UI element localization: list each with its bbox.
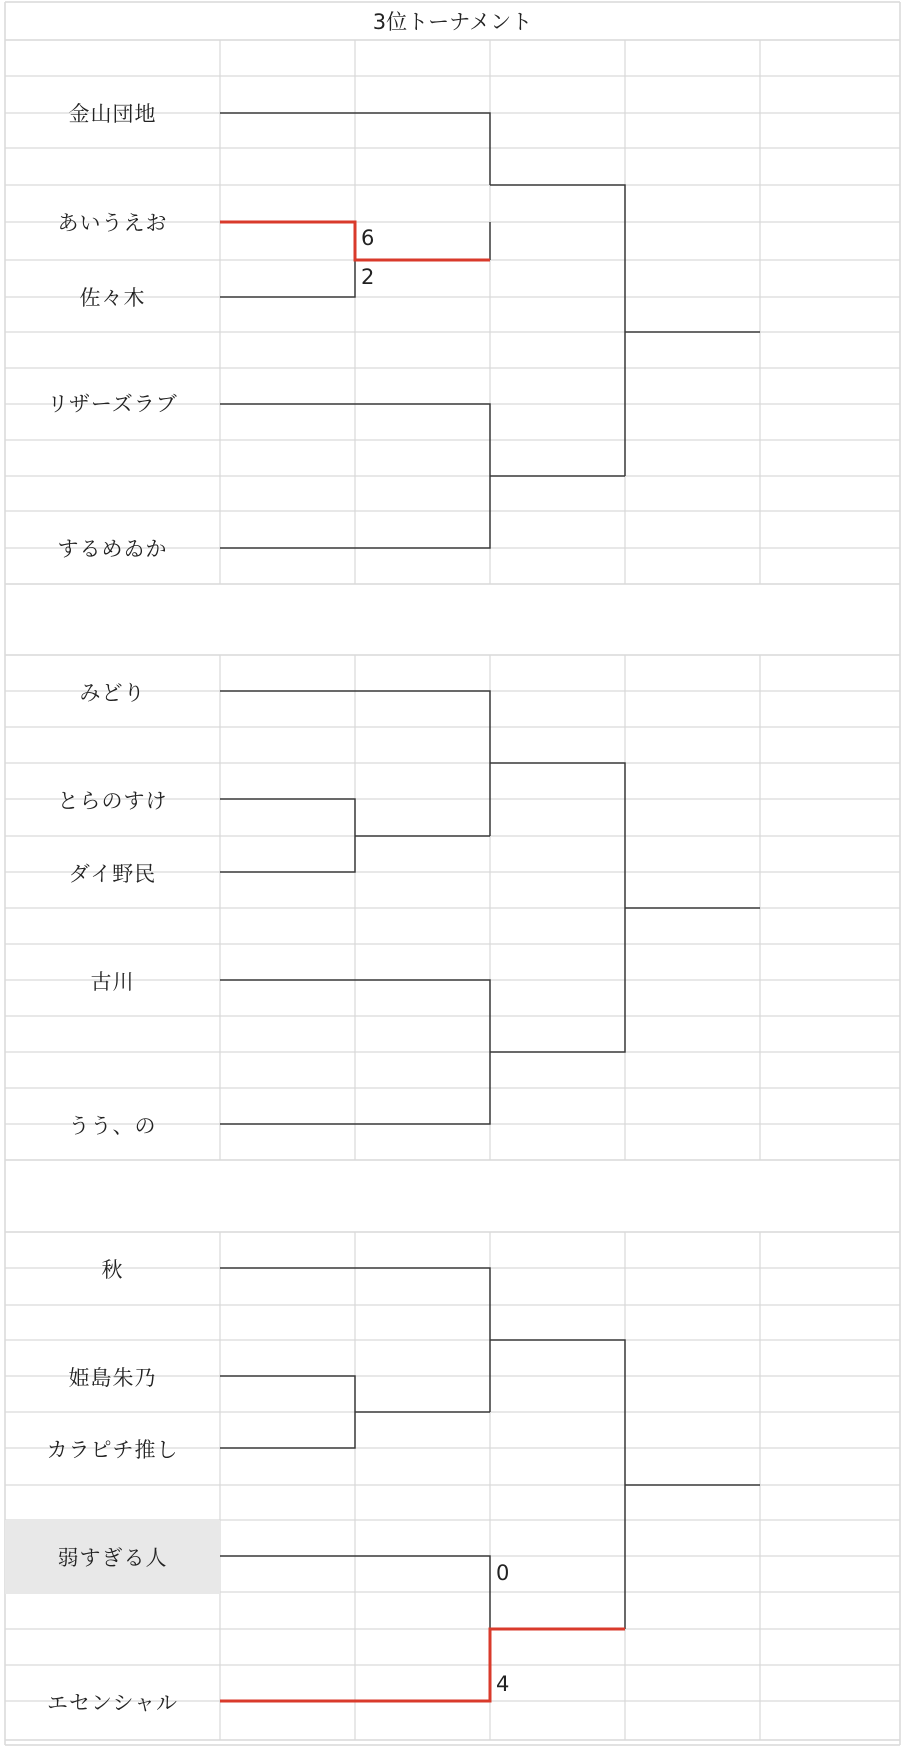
team-cell[interactable]: みどり bbox=[79, 681, 146, 705]
team-cell[interactable]: するめゐか bbox=[57, 537, 168, 561]
bracket-connector bbox=[490, 1340, 625, 1629]
team-cell[interactable]: 姫島朱乃 bbox=[68, 1366, 157, 1390]
score-label: 2 bbox=[361, 265, 375, 289]
bracket-connector bbox=[220, 1556, 490, 1629]
team-cell[interactable]: とらのすけ bbox=[57, 789, 168, 813]
bracket-connector bbox=[490, 763, 625, 1052]
team-cell[interactable]: うう、の bbox=[68, 1114, 157, 1138]
team-cell[interactable]: 秋 bbox=[101, 1258, 124, 1282]
bracket-connector bbox=[220, 1376, 355, 1448]
bracket-connector bbox=[220, 799, 355, 872]
team-cell[interactable]: あいうえお bbox=[57, 211, 168, 235]
team-cell[interactable]: 金山団地 bbox=[68, 102, 157, 126]
team-cell[interactable]: 古川 bbox=[90, 970, 135, 994]
score-label: 6 bbox=[361, 226, 375, 250]
team-cell[interactable]: リザーズラブ bbox=[47, 392, 178, 416]
bracket-connector bbox=[490, 185, 625, 476]
team-cell-highlighted[interactable]: 弱すぎる人 bbox=[5, 1520, 220, 1594]
winner-path bbox=[220, 222, 490, 260]
bracket-connector bbox=[220, 980, 490, 1124]
team-cell[interactable]: エセンシャル bbox=[46, 1691, 179, 1715]
bracket-connector bbox=[220, 260, 355, 297]
team-cell[interactable]: カラピチ推し bbox=[46, 1438, 179, 1462]
page-title: 3位トーナメント bbox=[372, 10, 533, 34]
score-label: 4 bbox=[496, 1672, 510, 1696]
team-cell[interactable]: ダイ野民 bbox=[68, 862, 157, 886]
team-cell[interactable]: 佐々木 bbox=[79, 286, 146, 310]
score-label: 0 bbox=[496, 1561, 510, 1585]
bracket-connector bbox=[220, 404, 490, 548]
bracket-connector bbox=[220, 113, 490, 185]
winner-path bbox=[220, 1629, 625, 1701]
